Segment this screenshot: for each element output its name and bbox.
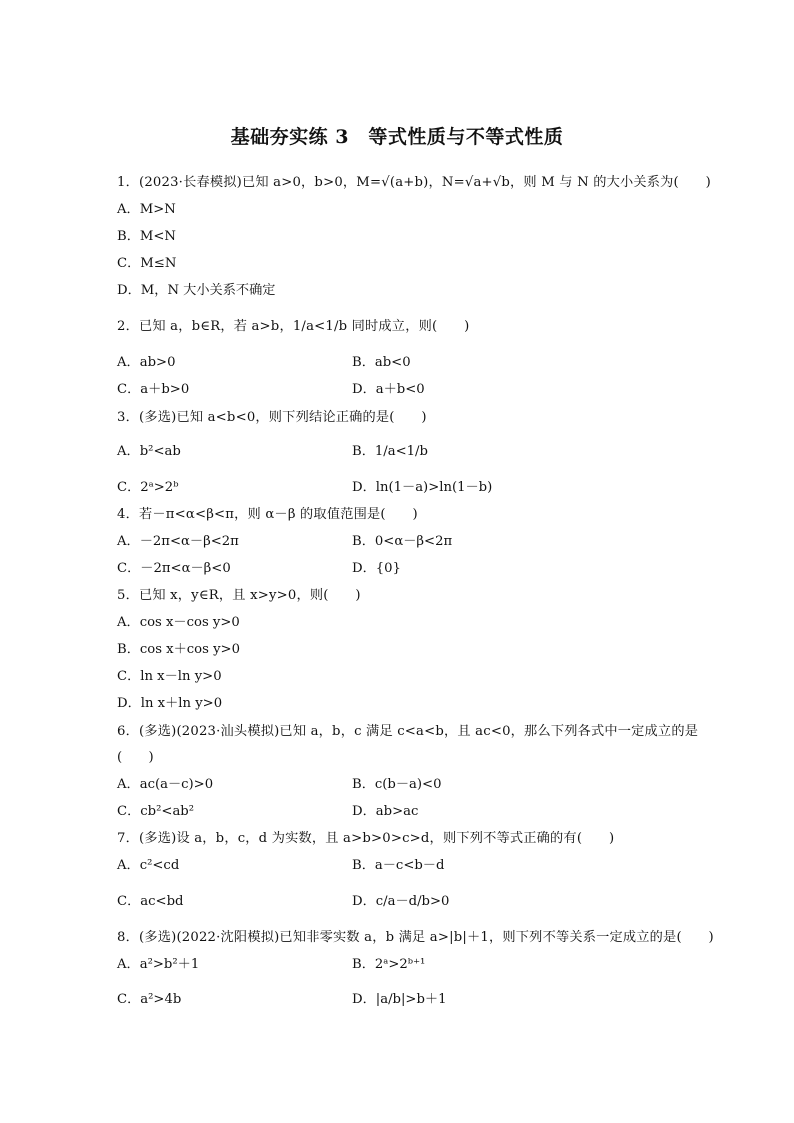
question-3-option-c: C．2ᵃ>2ᵇ: [117, 480, 179, 495]
question-2-stem: 2．已知 a，b∈R，若 a>b，1/a<1/b 同时成立，则( ): [117, 319, 470, 334]
question-5-option-d: D．ln x＋ln y>0: [117, 696, 223, 711]
question-1-option-b: B．M<N: [117, 229, 176, 244]
question-3-option-d: D．ln(1－a)>ln(1－b): [352, 480, 493, 495]
question-3-option-a: A．b²<ab: [117, 444, 181, 459]
question-4-stem: 4．若－π<α<β<π，则 α－β 的取值范围是( ): [117, 507, 418, 522]
question-4-option-d: D．{0}: [352, 561, 401, 576]
question-5-option-b: B．cos x＋cos y>0: [117, 642, 240, 657]
question-4-option-c: C．－2π<α－β<0: [117, 561, 231, 576]
question-7-option-d: D．c/a－d/b>0: [352, 894, 450, 909]
question-7-option-c: C．ac<bd: [117, 894, 184, 909]
question-6-option-b: B．c(b－a)<0: [352, 777, 442, 792]
question-1-option-a: A．M>N: [117, 202, 176, 217]
question-5-stem: 5．已知 x，y∈R，且 x>y>0，则( ): [117, 588, 361, 603]
question-3-stem: 3．(多选)已知 a<b<0，则下列结论正确的是( ): [117, 410, 427, 425]
question-8-option-b: B．2ᵃ>2ᵇ⁺¹: [352, 957, 426, 972]
question-2-option-c: C．a＋b>0: [117, 382, 190, 397]
question-7-option-b: B．a－c<b－d: [352, 858, 445, 873]
question-6-option-a: A．ac(a－c)>0: [117, 777, 214, 792]
question-3-option-b: B．1/a<1/b: [352, 444, 428, 459]
question-8-option-a: A．a²>b²＋1: [117, 957, 200, 972]
question-7-stem: 7．(多选)设 a，b，c，d 为实数，且 a>b>0>c>d，则下列不等式正确的有( ): [117, 831, 615, 846]
question-2-option-d: D．a＋b<0: [352, 382, 425, 397]
question-6-option-d: D．ab>ac: [352, 804, 419, 819]
question-8-option-c: C．a²>4b: [117, 992, 182, 1007]
question-8-option-d: D．|a/b|>b＋1: [352, 992, 447, 1007]
question-1-option-c: C．M≤N: [117, 256, 177, 271]
question-2-option-a: A．ab>0: [117, 355, 176, 370]
question-2-option-b: B．ab<0: [352, 355, 411, 370]
question-5-option-a: A．cos x－cos y>0: [117, 615, 240, 630]
question-1-stem: 1．(2023·长春模拟)已知 a>0，b>0，M=√(a+b)，N=√a+√b，则 M 与 N 的大小关系为( ): [117, 175, 711, 190]
question-5-option-c: C．ln x－ln y>0: [117, 669, 222, 684]
question-4-option-a: A．－2π<α－β<2π: [117, 534, 239, 549]
question-8-stem: 8．(多选)(2022·沈阳模拟)已知非零实数 a，b 满足 a>|b|＋1，则下列不等关系一定成立的是( ): [117, 930, 714, 945]
page-title: 基础夯实练 3 等式性质与不等式性质: [230, 126, 564, 148]
question-7-option-a: A．c²<cd: [117, 858, 180, 873]
question-1-option-d: D．M，N 大小关系不确定: [117, 283, 276, 298]
question-6-stem: 6．(多选)(2023·汕头模拟)已知 a，b，c 满足 c<a<b，且 ac<0，那么下列各式中一定成立的是: [117, 724, 699, 739]
question-6-stem-continued: ( ): [117, 750, 154, 765]
question-6-option-c: C．cb²<ab²: [117, 804, 195, 819]
question-4-option-b: B．0<α－β<2π: [352, 534, 453, 549]
